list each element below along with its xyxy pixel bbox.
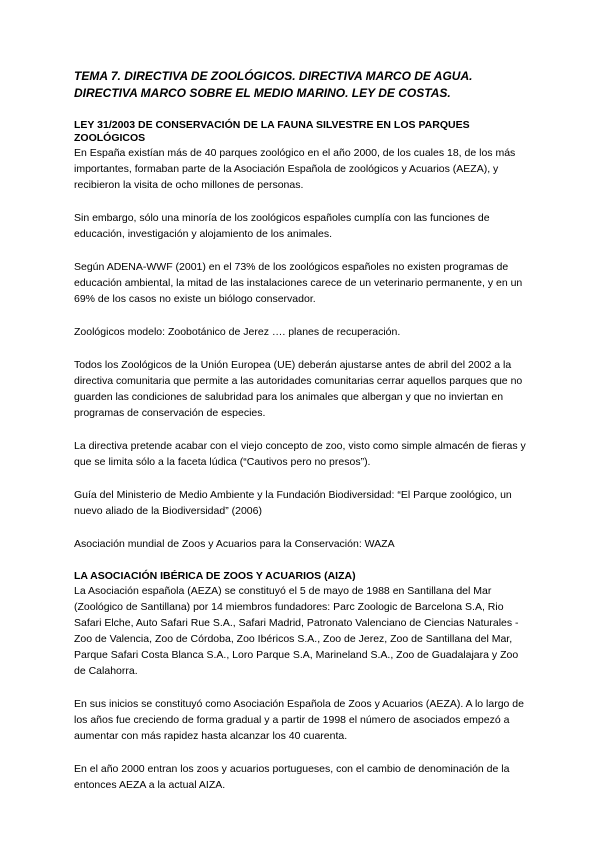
section-heading: LEY 31/2003 DE CONSERVACIÓN DE LA FAUNA SILVESTRE EN LOS PARQUES ZOOLÓGICOS	[74, 119, 470, 144]
paragraph: En sus inicios se constituyó como Asociación Española de Zoos y Acuarios (AEZA). A lo largo de los años fue creciendo de forma gradual y a partir de 1998 el número de asociados empezó a aumentar con más rapidez hasta alcanzar los 40 cuarenta.	[74, 698, 524, 742]
document-page	[74, 68, 526, 810]
paragraph: Todos los Zoológicos de la Unión Europea (UE) deberán ajustarse antes de abril del 2002 a la directiva comunitaria que permite a las autoridades comunitarias cerrar aquellos parques que no guarden las condiciones de salubridad para los animales que albergan y que no inviertan en programas de conservación de especies.	[74, 359, 523, 419]
paragraph: En España existían más de 40 parques zoológico en el año 2000, de los cuales 18, de los más importantes, formaban parte de la Asociación Española de zoológicos y Acuarios (AEZA), y recibieron la visita de ocho millones de personas.	[74, 147, 516, 191]
paragraph: En el año 2000 entran los zoos y acuarios portugueses, con el cambio de denominación de la entonces AEZA a la actual AIZA.	[74, 763, 510, 791]
paragraph: Sin embargo, sólo una minoría de los zoológicos españoles cumplía con las funciones de educación, investigación y alojamiento de los animales.	[74, 212, 490, 240]
document-title: TEMA 7. DIRECTIVA DE ZOOLÓGICOS. DIRECTIVA MARCO DE AGUA. DIRECTIVA MARCO SOBRE EL MEDIO MARINO. LEY DE COSTAS.	[74, 69, 473, 100]
paragraph: Guía del Ministerio de Medio Ambiente y la Fundación Biodiversidad: “El Parque zoológico, un nuevo aliado de la Biodiversidad” (2006)	[74, 489, 512, 517]
paragraph: Zoológicos modelo: Zoobotánico de Jerez …. planes de recuperación.	[74, 326, 401, 338]
paragraph: La Asociación española (AEZA) se constituyó el 5 de mayo de 1988 en Santillana del Mar (Zoológico de Santillana) por 14 miembros fundadores: Parc Zoologic de Barcelona S.A, Rio Safari Elche, Auto Safari Rue S.A., Safari Madrid, Patronato Valenciano de Ciencias Naturales - Zoo de Valencia, Zoo de Córdoba, Zoo Ibéricos S.A., Zoo de Jerez, Zoo de Santillana del Mar, Parque Safari Costa Blanca S.A., Loro Parque S.A, Marineland S.A., Zoo de Guadalajara y Zoo de Calahorra.	[74, 585, 519, 677]
paragraph: Asociación mundial de Zoos y Acuarios para la Conservación: WAZA	[74, 538, 395, 550]
paragraph: Según ADENA-WWF (2001) en el 73% de los zoológicos españoles no existen programas de educación ambiental, la mitad de las instalaciones carece de un veterinario permanente, y en un 69% de los casos no existe un biólogo conservador.	[74, 261, 523, 305]
section-heading: LA ASOCIACIÓN IBÉRICA DE ZOOS Y ACUARIOS (AIZA)	[74, 570, 356, 582]
paragraph: La directiva pretende acabar con el viejo concepto de zoo, visto como simple almacén de fieras y que se limita sólo a la faceta lúdica (“Cautivos pero no presos”).	[74, 440, 526, 468]
section-zoo-law	[74, 119, 526, 552]
section-aiza	[74, 570, 526, 793]
